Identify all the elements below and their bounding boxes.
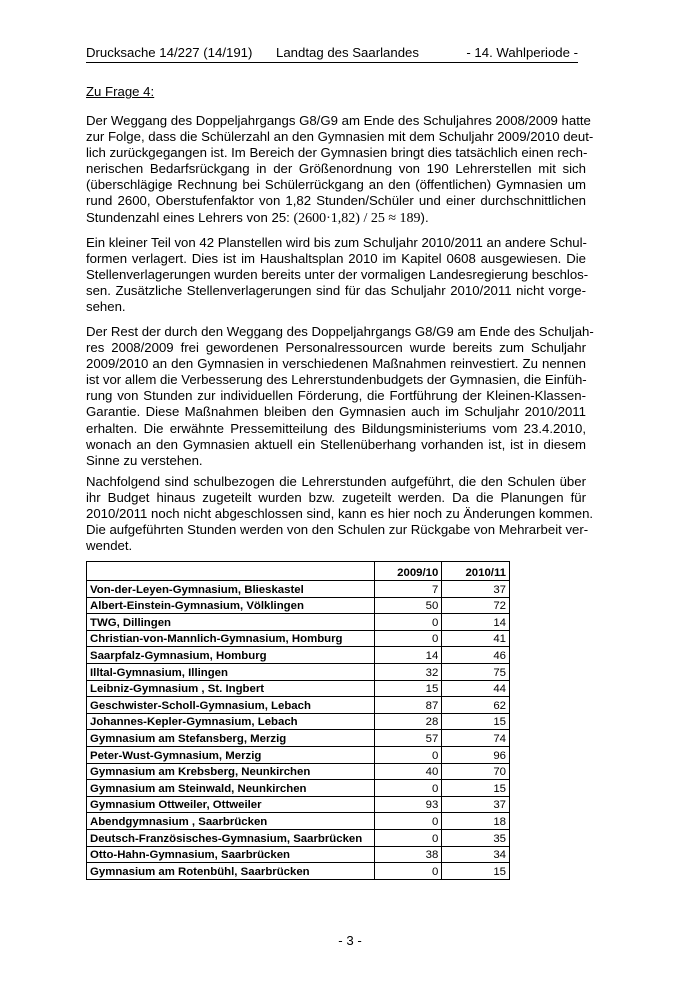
school-name: Saarpfalz-Gymnasium, Homburg: [87, 647, 375, 664]
table-row: [87, 697, 510, 714]
paragraph-line: res 2008/2009 frei gewordenen Personalressourcen wurde bereits zum Schuljahr: [86, 340, 586, 356]
paragraph-line: [86, 210, 586, 227]
hours-2009-10: 50: [374, 597, 442, 614]
school-name: Geschwister-Scholl-Gymnasium, Lebach: [87, 697, 375, 714]
school-name: Gymnasium am Rotenbühl, Saarbrücken: [87, 863, 375, 880]
paragraph-3: [86, 324, 594, 469]
teacher-hours-table: [86, 561, 510, 880]
hours-2010-11: 37: [442, 796, 510, 813]
formula: (2600·1,82) / 25 ≈ 189: [293, 210, 421, 226]
school-name: Gymnasium Ottweiler, Ottweiler: [87, 796, 375, 813]
table-row: [87, 846, 510, 863]
school-name: Albert-Einstein-Gymnasium, Völklingen: [87, 597, 375, 614]
hours-2009-10: 38: [374, 846, 442, 863]
hours-2009-10: 93: [374, 796, 442, 813]
hours-2010-11: 35: [442, 829, 510, 846]
school-name: Von-der-Leyen-Gymnasium, Blieskastel: [87, 581, 375, 598]
table-row: [87, 829, 510, 846]
hours-2009-10: 0: [374, 829, 442, 846]
school-name: Otto-Hahn-Gymnasium, Saarbrücken: [87, 846, 375, 863]
hours-2009-10: 0: [374, 863, 442, 880]
section-title: Zu Frage 4:: [86, 84, 155, 99]
paragraph-line: erhalten. Die erwähnte Pressemitteilung des Bildungsministeriums vom 23.4.2010,: [86, 420, 586, 436]
hours-2009-10: 0: [374, 614, 442, 631]
school-name: Leibniz-Gymnasium , St. Ingbert: [87, 680, 375, 697]
hours-2010-11: 34: [442, 846, 510, 863]
table-row: [87, 863, 510, 880]
paragraph-line: 2009/2010 an den Gymnasien in verschiedenen Maßnahmen reinvestiert. Zu nennen: [86, 356, 586, 372]
paragraph-line: Stellenverlagerungen wurden bereits unter der vormaligen Landesregierung beschlos-: [86, 267, 589, 283]
hours-2009-10: 0: [374, 630, 442, 647]
paragraph-line: Nachfolgend sind schulbezogen die Lehrerstunden aufgeführt, die den Schulen über: [86, 474, 586, 489]
hours-2009-10: 14: [374, 647, 442, 664]
header-cell-2010-11: 2010/11: [442, 562, 510, 581]
paragraph-line: (überschlägige Rechnung bei Schülerrückgang an den (öffentlichen) Gymnasien um: [86, 177, 586, 193]
hours-2010-11: 14: [442, 614, 510, 631]
document-number: Drucksache 14/227 (14/191): [86, 45, 253, 60]
paragraph-line: zur Folge, dass die Schülerzahl an den Gymnasien mit dem Schuljahr 2009/2010 deut-: [86, 129, 594, 145]
paragraph-line: rung von Stunden zur individuellen Förderung, die Fortführung der Kleinen-Klassen-: [86, 388, 586, 404]
paragraph-2: [86, 235, 589, 315]
hours-2010-11: 15: [442, 780, 510, 797]
paragraph-line: formen verlagert. Dies ist im Haushaltsplan 2010 im Kapitel 0608 ausgewiesen. Die: [86, 251, 586, 267]
paragraph-line: 2010/2011 noch nicht abgeschlossen sind, kann es hier noch zu Änderungen kommen.: [86, 506, 594, 522]
paragraph-line: Der Weggang des Doppeljahrgangs G8/G9 am Ende des Schuljahres 2008/2009 hatte: [86, 113, 591, 128]
table-row: [87, 730, 510, 747]
hours-2009-10: 57: [374, 730, 442, 747]
hours-2009-10: 7: [374, 581, 442, 598]
school-name: TWG, Dillingen: [87, 614, 375, 631]
header-cell-school: [87, 562, 375, 581]
paragraph-line: rund 2600, Oberstufenfaktor von 1,82 Stunden/Schüler und einer durchschnittlichen: [86, 193, 586, 209]
hours-2009-10: 28: [374, 713, 442, 730]
hours-2009-10: 32: [374, 663, 442, 680]
table-row: [87, 746, 510, 763]
hours-2010-11: 15: [442, 713, 510, 730]
school-name: Gymnasium am Stefansberg, Merzig: [87, 730, 375, 747]
formula-prefix: Stundenzahl eines Lehrers von 25:: [86, 209, 294, 225]
hours-2010-11: 75: [442, 663, 510, 680]
school-name: Peter-Wust-Gymnasium, Merzig: [87, 746, 375, 763]
table-row: [87, 647, 510, 664]
paragraph-1: [86, 113, 594, 227]
page-header: [86, 46, 578, 63]
paragraph-line: wonach an den Gymnasien aktuell ein Stellenüberhang vorhanden ist, ist in diesem: [86, 436, 586, 452]
school-name: Gymnasium am Krebsberg, Neunkirchen: [87, 763, 375, 780]
hours-2009-10: 0: [374, 780, 442, 797]
table-row: [87, 680, 510, 697]
paragraph-line: Sinne zu verstehen.: [86, 452, 203, 468]
hours-2009-10: 15: [374, 680, 442, 697]
paragraph-line: sen. Zusätzliche Stellenverlagerungen sind für das Schuljahr 2010/2011 nicht vorge-: [86, 283, 586, 299]
hours-2009-10: 0: [374, 746, 442, 763]
paragraph-line: sehen.: [86, 299, 126, 315]
hours-2010-11: 41: [442, 630, 510, 647]
table-row: [87, 763, 510, 780]
paragraph-line: ist vor allem die Verbesserung des Lehrerstundenbudgets der Gymnasien, die Einfüh-: [86, 372, 587, 388]
paragraph-line: lich zurückgegangen ist. Im Bereich der Gymnasien bringt dies tatsächlich einen rech-: [86, 145, 588, 161]
table-row: [87, 813, 510, 830]
table-row: [87, 663, 510, 680]
hours-2010-11: 37: [442, 581, 510, 598]
paragraph-line: Die aufgeführten Stunden werden von den Schulen zur Rückgabe von Mehrarbeit ver-: [86, 522, 589, 538]
hours-2010-11: 74: [442, 730, 510, 747]
header-cell-2009-10: 2009/10: [374, 562, 442, 581]
hours-2010-11: 72: [442, 597, 510, 614]
school-name: Christian-von-Mannlich-Gymnasium, Homburg: [87, 630, 375, 647]
table-row: [87, 581, 510, 598]
table-row: [87, 597, 510, 614]
table-row: [87, 713, 510, 730]
hours-2009-10: 0: [374, 813, 442, 830]
paragraph-line: wendet.: [86, 538, 133, 554]
hours-2010-11: 44: [442, 680, 510, 697]
hours-2010-11: 62: [442, 697, 510, 714]
hours-2009-10: 87: [374, 697, 442, 714]
table-row: [87, 630, 510, 647]
hours-2010-11: 70: [442, 763, 510, 780]
hours-2010-11: 46: [442, 647, 510, 664]
school-name: Illtal-Gymnasium, Illingen: [87, 663, 375, 680]
table-row: [87, 614, 510, 631]
school-name: Gymnasium am Steinwald, Neunkirchen: [87, 780, 375, 797]
hours-2010-11: 15: [442, 863, 510, 880]
school-name: Deutsch-Französisches-Gymnasium, Saarbrücken: [87, 829, 375, 846]
table-header-row: [87, 562, 510, 581]
legislative-period: - 14. Wahlperiode -: [466, 45, 578, 60]
paragraph-line: Garantie. Diese Maßnahmen bleiben den Gymnasien auch im Schuljahr 2010/2011: [86, 404, 586, 420]
page-number: - 3 -: [338, 933, 362, 948]
parliament-name: Landtag des Saarlandes: [276, 45, 419, 60]
hours-2010-11: 96: [442, 746, 510, 763]
hours-2009-10: 40: [374, 763, 442, 780]
paragraph-line: ihr Budget hinaus zugeteilt wurden bzw. zugeteilt werden. Da die Planungen für: [86, 490, 586, 506]
school-name: Abendgymnasium , Saarbrücken: [87, 813, 375, 830]
table-row: [87, 780, 510, 797]
hours-2010-11: 18: [442, 813, 510, 830]
table-row: [87, 796, 510, 813]
paragraph-line: nerischen Bedarfsrückgang in der Größenordnung von 190 Lehrerstellen mit sich: [86, 161, 586, 177]
formula-suffix: ).: [420, 209, 429, 225]
paragraph-line: Ein kleiner Teil von 42 Planstellen wird bis zum Schuljahr 2010/2011 an andere Schul-: [86, 235, 587, 250]
school-name: Johannes-Kepler-Gymnasium, Lebach: [87, 713, 375, 730]
paragraph-line: Der Rest der durch den Weggang des Doppeljahrgangs G8/G9 am Ende des Schuljah-: [86, 324, 594, 339]
paragraph-4: [86, 474, 594, 554]
